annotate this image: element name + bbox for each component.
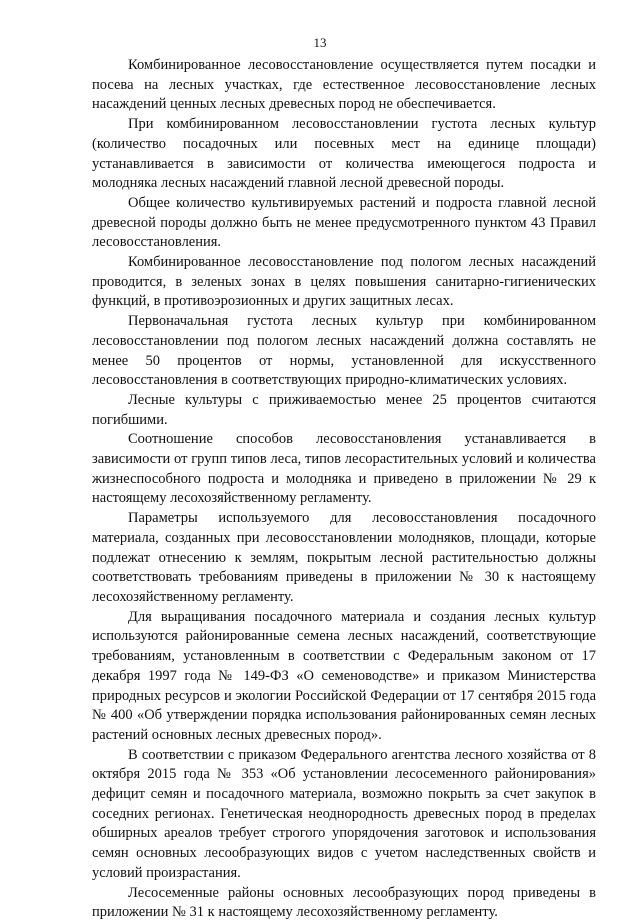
paragraph-total-plants: Общее количество культивируемых растений и подроста главной лесной древесной породы должно быть не менее предусмотренного пунктом 43 Правил лесовосстановления. <box>92 194 596 251</box>
paragraph-planting-material-params: Параметры используемого для лесовосстановления посадочного материала, созданных при лесовосстановлении молодняков, площади, которые подлежат отнесению к землям, покрытым лесной растительностью должны соответствовать требованиям приведены в приложении № 30 к настоящему лесохозяйственному регламенту. <box>92 510 596 605</box>
paragraph-seed-regions: Лесосеменные районы основных лесообразующих пород приведены в приложении № 31 к настоящему лесохозяйственному регламенту. <box>92 884 596 921</box>
paragraph-initial-density: Первоначальная густота лесных культур при комбинированном лесовосстановлении под пологом лесных насаждений должна составлять не менее 50 процентов от нормы, установленной для искусственного лесовосстановления в соответствующих природно-климатических условиях. <box>92 313 596 389</box>
page-number: 13 <box>313 35 327 50</box>
document-body <box>92 56 596 923</box>
paragraph-zoned-seeds: Для выращивания посадочного материала и создания лесных культур используются районированные семена лесных насаждений, соответствующие требованиям, установленным в соответствии с Федеральным законом от 17 декабря 1997 года № 149-ФЗ «О семеноводстве» и приказом Министерства природных ресурсов и экологии Российской Федерации от 17 сентября 2015 года № 400 «Об утверждении порядка использования районированных семян лесных растений основных лесных древесных пород». <box>92 608 596 743</box>
paragraph-survival-rate: Лесные культуры с приживаемостью менее 25 процентов считаются погибшими. <box>92 391 596 428</box>
paragraph-combined-reforestation: Комбинированное лесовосстановление осуществляется путем посадки и посева на лесных участках, где естественное лесовосстановление лесных насаждений ценных лесных древесных пород не обеспечивается. <box>92 57 596 113</box>
paragraph-methods-ratio: Соотношение способов лесовосстановления устанавливается в зависимости от групп типов леса, типов лесорастительных условий и количества жизнеспособного подроста и молодняка и приведено в приложении № 29 к настоящему лесохозяйственному регламенту. <box>92 431 596 507</box>
paragraph-seed-zoning-order: В соответствии с приказом Федерального агентства лесного хозяйства от 8 октября 2015 года № 353 «Об установлении лесосеменного районирования» дефицит семян и посадочного материала, возможно покрыть за счет закупок в соседних регионах. Генетическая неоднородность древесных пород в пределах обширных ареалов требует строгого упорядочения заготовок и использования семян основных лесообразующих видов с учетом наследственных свойств и условий произрастания. <box>92 746 596 881</box>
paragraph-under-canopy: Комбинированное лесовосстановление под пологом лесных насаждений проводится, в зеленых зонах в целях повышения санитарно-гигиенических функций, в противоэрозионных и других защитных лесах. <box>92 254 596 310</box>
paragraph-planting-density: При комбинированном лесовосстановлении густота лесных культур (количество посадочных или посевных мест на единице площади) устанавливается в зависимости от количества имеющегося подроста и молодняка лесных насаждений главной лесной древесной породы. <box>92 116 596 192</box>
